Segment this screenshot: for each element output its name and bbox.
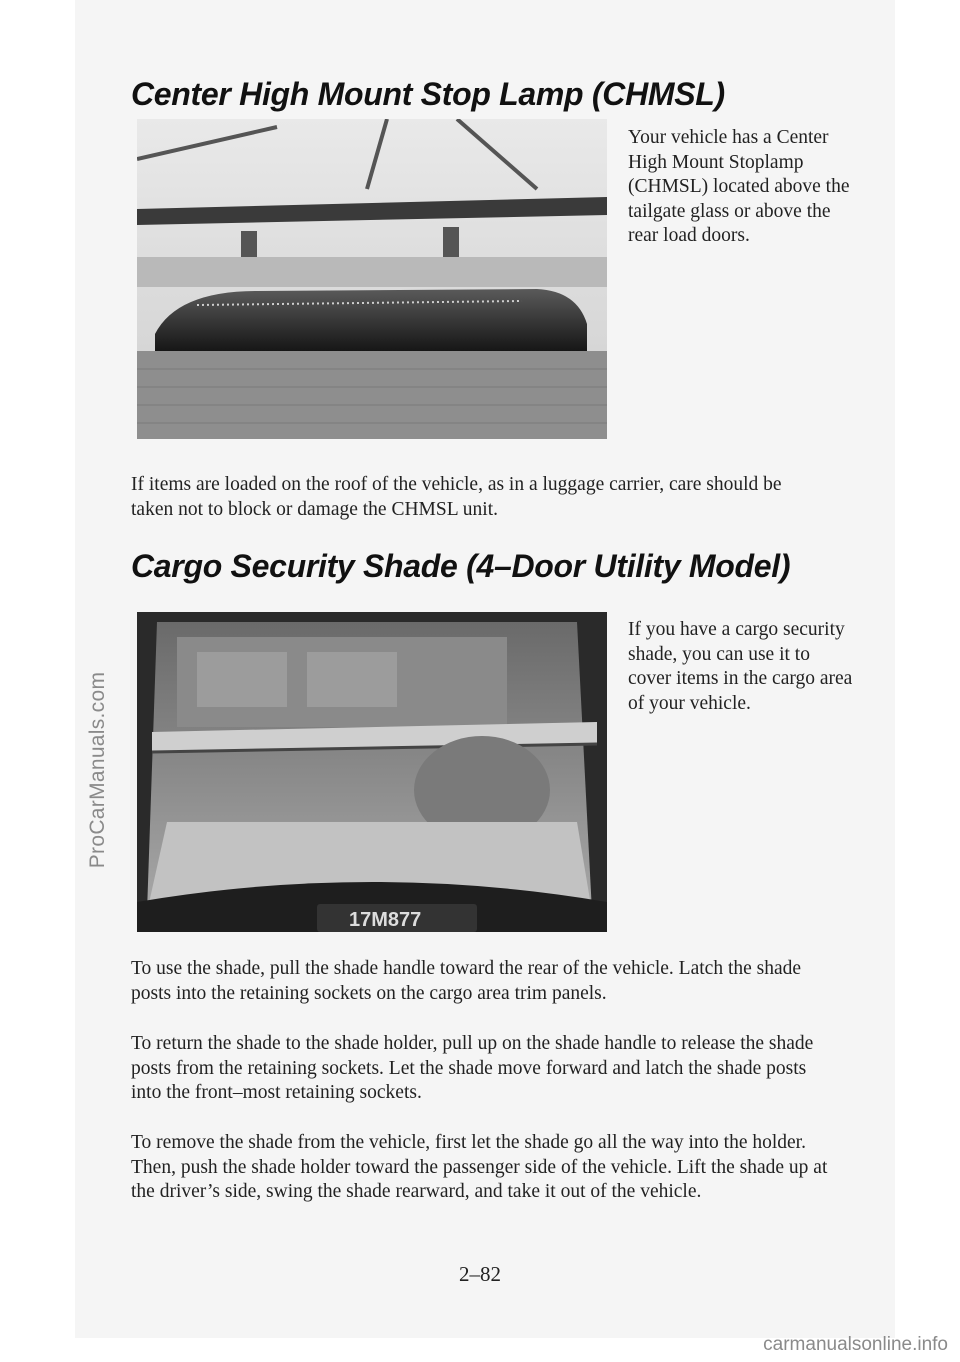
- cargo-shade-description: If you have a cargo security shade, you can use it to cover items in the cargo area of your vehicle.: [628, 619, 853, 714]
- chmsl-note: If items are loaded on the roof of the vehicle, as in a luggage carrier, care should be taken not to block or damage the CHMSL unit.: [131, 474, 782, 520]
- chmsl-photo: [137, 119, 607, 439]
- cargo-shade-instructions-remove: To remove the shade from the vehicle, first let the shade go all the way into the holder. Then, push the shade holder toward the passenger side of the vehicle. Lift the shade up at the driver’s side, swing the shade rearward, and take it out of the vehicle.: [131, 1132, 828, 1202]
- heading-cargo-shade: Cargo Security Shade (4–Door Utility Model): [131, 548, 791, 584]
- cargo-shade-photo: [137, 612, 607, 932]
- license-plate-text: 17M877: [349, 909, 422, 931]
- side-watermark: ProCarManuals.com: [86, 671, 109, 869]
- cargo-shade-instructions-return: To return the shade to the shade holder, pull up on the shade handle to release the shade posts from the retaining sockets. Let the shade move forward and latch the shade posts into the front–most retaining sockets.: [131, 1033, 814, 1103]
- page-number: 2–82: [459, 1262, 501, 1286]
- bottom-watermark: carmanualsonline.info: [763, 1334, 948, 1355]
- cargo-shade-instructions-use: To use the shade, pull the shade handle toward the rear of the vehicle. Latch the shade posts into the retaining sockets on the cargo area trim panels.: [131, 958, 802, 1004]
- heading-chmsl: Center High Mount Stop Lamp (CHMSL): [131, 76, 725, 112]
- chmsl-description: Your vehicle has a Center High Mount Stoplamp (CHMSL) located above the tailgate glass or above the rear load doors.: [628, 127, 850, 246]
